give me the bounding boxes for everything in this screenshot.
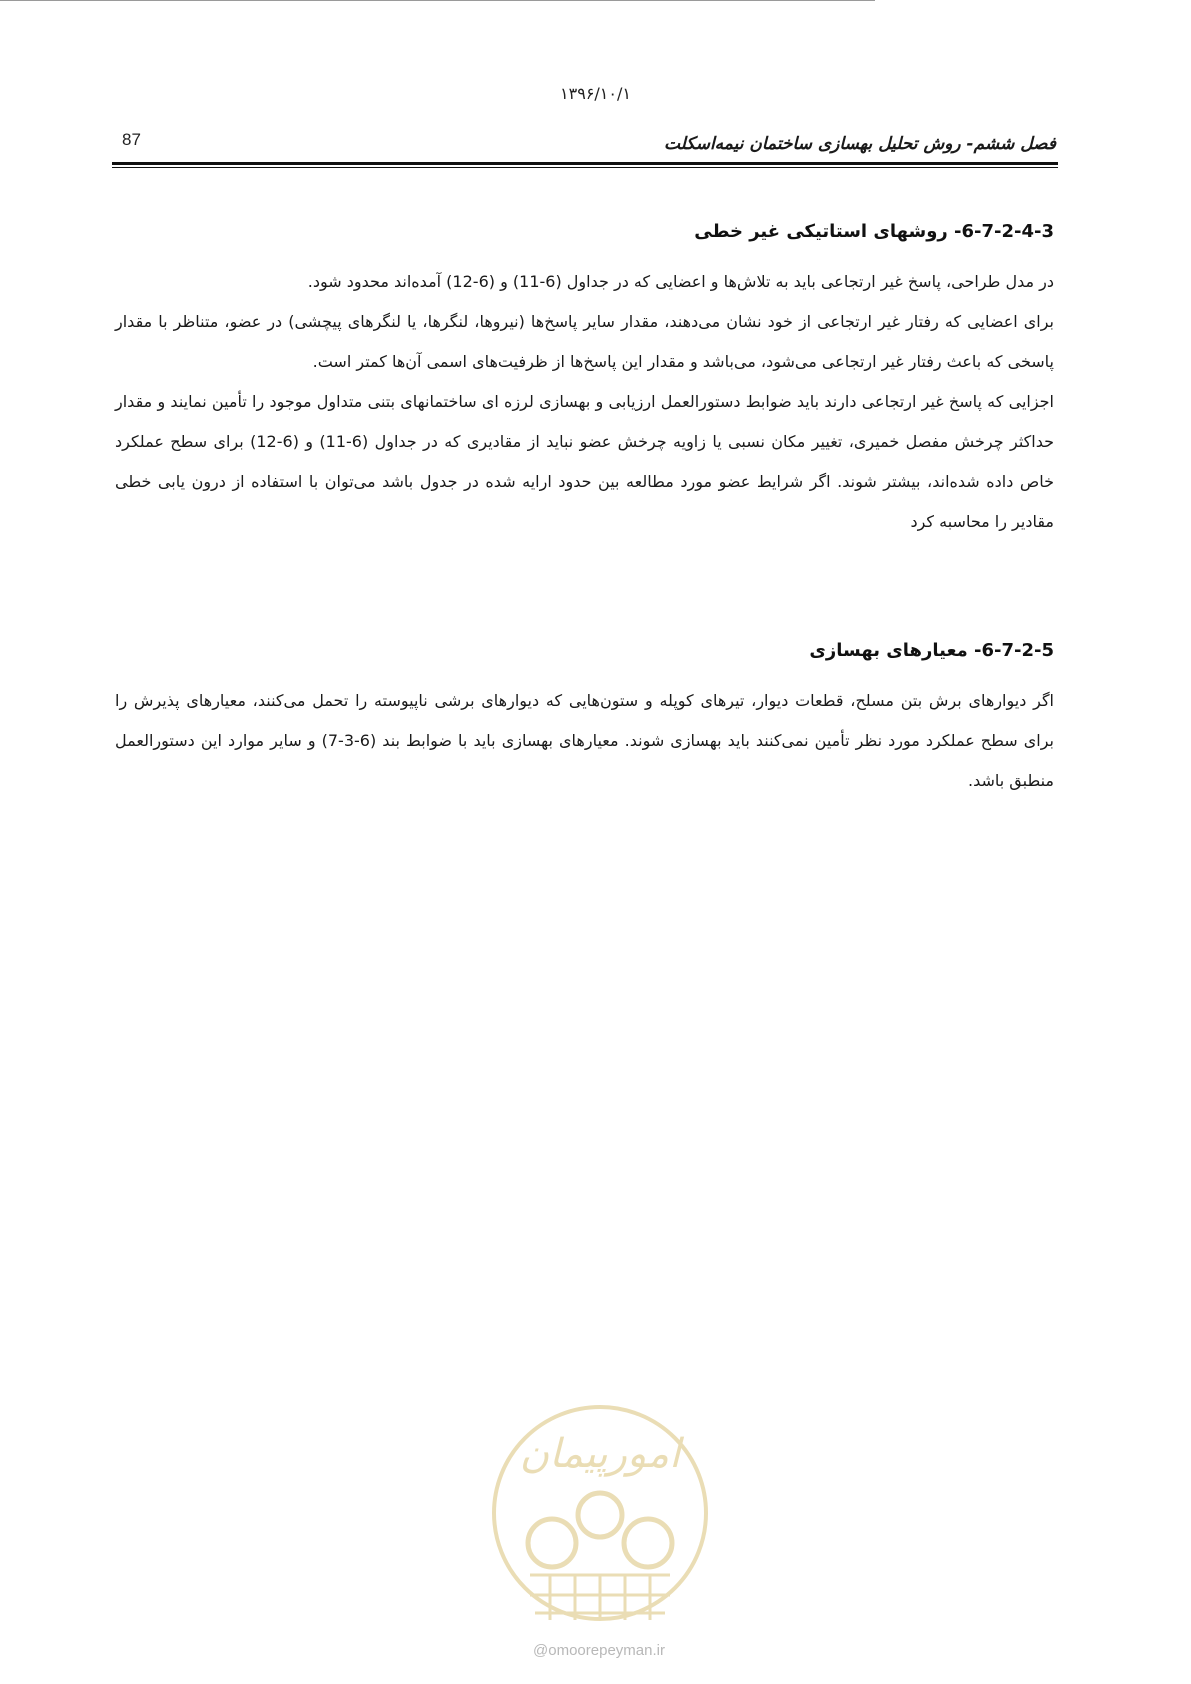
paragraph: اجزایی که پاسخ غیر ارتجاعی دارند باید ضوابط دستورالعمل ارزیابی و بهسازی لرزه ای ساختمانهای بتنی متداول موجود را تأمین نمایند و مقدار حداکثر چرخش مفصل خمیری، تغییر مکان نسبی یا زاویه چرخش عضو نباید از مقادیری که در جداول (6-11) و (6-12) برای سطح عملکرد خاص داده شده‌اند، بیشتر شوند. اگر شرایط عضو مورد مطالعه بین حدود ارایه شده در جدول باشد می‌توان با استفاده از درون یابی خطی مقادیر را محاسبه کرد [115,392,1055,531]
section-body-nonlinear-static [115,262,1054,542]
section-heading: 6-7-2-4-3- روشهای استاتیکی غیر خطی [694,221,1054,242]
paragraph: برای اعضایی که رفتار غیر ارتجاعی از خود نشان می‌دهند، مقدار سایر پاسخ‌ها (نیروها، لنگرها، یا لنگرهای پیچشی) در عضو، متناظر با مقدار پاسخی که باعث رفتار غیر ارتجاعی می‌شود، می‌باشد و مقدار این پاسخ‌ها از ظرفیت‌های اسمی آن‌ها کمتر است. [115,312,1054,371]
page-number: 87 [122,130,141,149]
running-title: فصل ششم- روش تحلیل بهسازی ساختمان نیمه‌اسکلت [663,134,1056,154]
header-date: ۱۳۹۶/۱۰/۱ [560,84,631,103]
section-heading-retrofit-criteria [115,638,1054,664]
section-body-retrofit-criteria [115,681,1054,801]
header-rule-thin [112,167,1058,168]
watermark-logo [490,1395,710,1675]
paragraph: اگر دیوارهای برش بتن مسلح، قطعات دیوار، تیرهای کوپله و ستون‌هایی که دیوارهای برشی ناپیوسته را تحمل می‌کنند، معیارهای پذیرش را برای سطح عملکرد مورد نظر تأمین نمی‌کنند باید بهسازی شوند. معیارهای بهسازی باید با ضوابط بند (6-3-7) و سایر موارد این دستورالعمل منطبق باشد. [115,691,1054,790]
watermark-url: @omoorepeyman.ir [533,1642,665,1659]
section-heading-nonlinear-static [115,219,1054,245]
watermark-text: امورپیمان [519,1431,681,1477]
top-rule [0,0,875,1]
section-heading: 6-7-2-5- معیارهای بهسازی [809,640,1054,661]
header-rule [112,162,1058,165]
paragraph: در مدل طراحی، پاسخ غیر ارتجاعی باید به تلاش‌ها و اعضایی که در جداول (6-11) و (6-12) آمده‌اند محدود شود. [307,272,1054,291]
